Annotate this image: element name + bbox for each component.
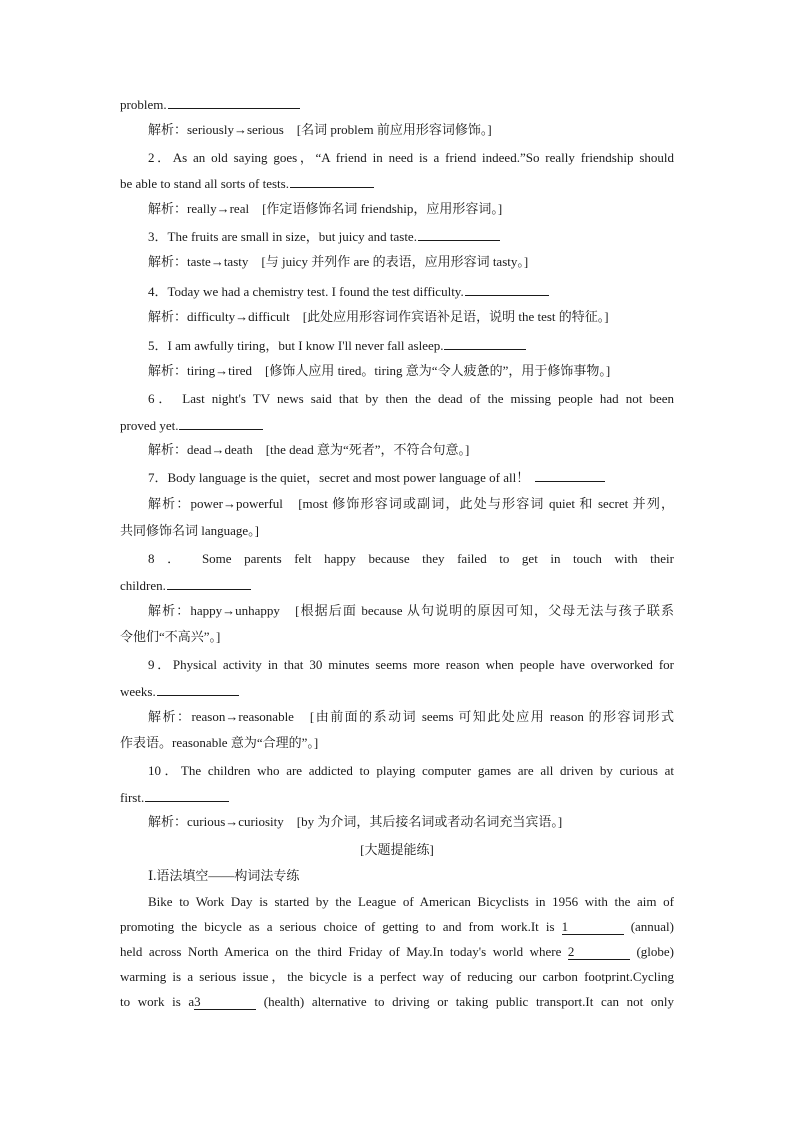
gap-blank-2[interactable]: 2 xyxy=(568,944,630,960)
answer-blank[interactable] xyxy=(418,227,500,241)
passage-line: warming is a serious issue，the bicycle is a perfect way of reducing our carbon footprint.Cycling xyxy=(120,969,674,984)
explanation-line: 解析：seriously→serious [名词 problem 前应用形容词修饰。] xyxy=(148,122,492,137)
explanation-line: 解析：taste→tasty [与 juicy 并列作 are 的表语，应用形容词 tasty。] xyxy=(148,254,529,269)
question-line: weeks. xyxy=(120,682,674,701)
section-title: [大题提能练] xyxy=(360,842,434,857)
answer-blank[interactable] xyxy=(168,95,300,109)
question-line: 7．Body language is the quiet，secret and most power language of all！ xyxy=(148,468,674,487)
answer-blank[interactable] xyxy=(465,282,549,296)
question-line: 4．Today we had a chemistry test. I found the test difficulty. xyxy=(148,282,674,301)
gap-blank-1[interactable]: 1 xyxy=(562,919,624,935)
question-line: problem. xyxy=(120,95,674,114)
question-line: be able to stand all sorts of tests. xyxy=(120,174,674,193)
explanation-line: 共同修饰名词 language。] xyxy=(120,523,260,538)
question-line: first. xyxy=(120,788,674,807)
answer-blank[interactable] xyxy=(157,682,239,696)
passage-line: Bike to Work Day is started by the League of American Bicyclists in 1956 with the aim of xyxy=(148,894,674,909)
question-line: 10．The children who are addicted to playing computer games are all driven by curious at xyxy=(148,763,674,778)
question-line: 9．Physical activity in that 30 minutes seems more reason when people have overworked for xyxy=(148,657,674,672)
answer-blank[interactable] xyxy=(444,336,526,350)
explanation-line: 解析：difficulty→difficult [此处应用形容词作宾语补足语，说明 the test 的特征。] xyxy=(148,309,609,324)
explanation-line: 解析：happy→unhappy [根据后面 because 从句说明的原因可知，父母无法与孩子联系 xyxy=(148,603,674,618)
question-line: 6． Last night's TV news said that by then the dead of the missing people had not been xyxy=(148,391,674,406)
answer-blank[interactable] xyxy=(290,174,374,188)
answer-blank[interactable] xyxy=(167,576,251,590)
subsection-title: Ⅰ.语法填空——构词法专练 xyxy=(148,868,300,883)
answer-blank[interactable] xyxy=(535,468,605,482)
answer-blank[interactable] xyxy=(179,416,263,430)
question-line: 8 ． Some parents felt happy because they failed to get in touch with their xyxy=(148,551,674,566)
passage-line: promoting the bicycle as a serious choice of getting to and from work.It is 1 (annual) xyxy=(120,919,674,934)
question-line: 5．I am awfully tiring，but I know I'll never fall asleep. xyxy=(148,336,674,355)
explanation-line: 作表语。reasonable 意为“合理的”。] xyxy=(120,735,319,750)
answer-blank[interactable] xyxy=(145,788,229,802)
gap-blank-3[interactable]: 3 xyxy=(194,994,256,1010)
question-line: children. xyxy=(120,576,674,595)
passage-line: held across North America on the third Friday of May.In today's world where 2 (globe) xyxy=(120,944,675,959)
explanation-line: 解析：dead→death [the dead 意为“死者”，不符合句意。] xyxy=(148,442,470,457)
explanation-line: 解析：really→real [作定语修饰名词 friendship，应用形容词。] xyxy=(148,201,503,216)
explanation-line: 解析：curious→curiosity [by 为介词，其后接名词或者动名词充当宾语。] xyxy=(148,814,563,829)
question-line: 3．The fruits are small in size，but juicy and taste. xyxy=(148,227,674,246)
explanation-line: 解析：power→powerful [most 修饰形容词或副词，此处与形容词 quiet 和 secret 并列， xyxy=(148,496,674,511)
question-line: 2．As an old saying goes，“A friend in need is a friend indeed.”So really friendship should xyxy=(148,150,674,165)
passage-line: to work is a3 (health) alternative to driving or taking public transport.It can not only xyxy=(120,994,674,1009)
explanation-line: 令他们“不高兴”。] xyxy=(120,629,221,644)
question-line: proved yet. xyxy=(120,416,674,435)
explanation-line: 解析：tiring→tired [修饰人应用 tired。tiring 意为“令人疲惫的”，用于修饰事物。] xyxy=(148,363,611,378)
explanation-line: 解析：reason→reasonable [由前面的系动词 seems 可知此处应用 reason 的形容词形式 xyxy=(148,709,674,724)
